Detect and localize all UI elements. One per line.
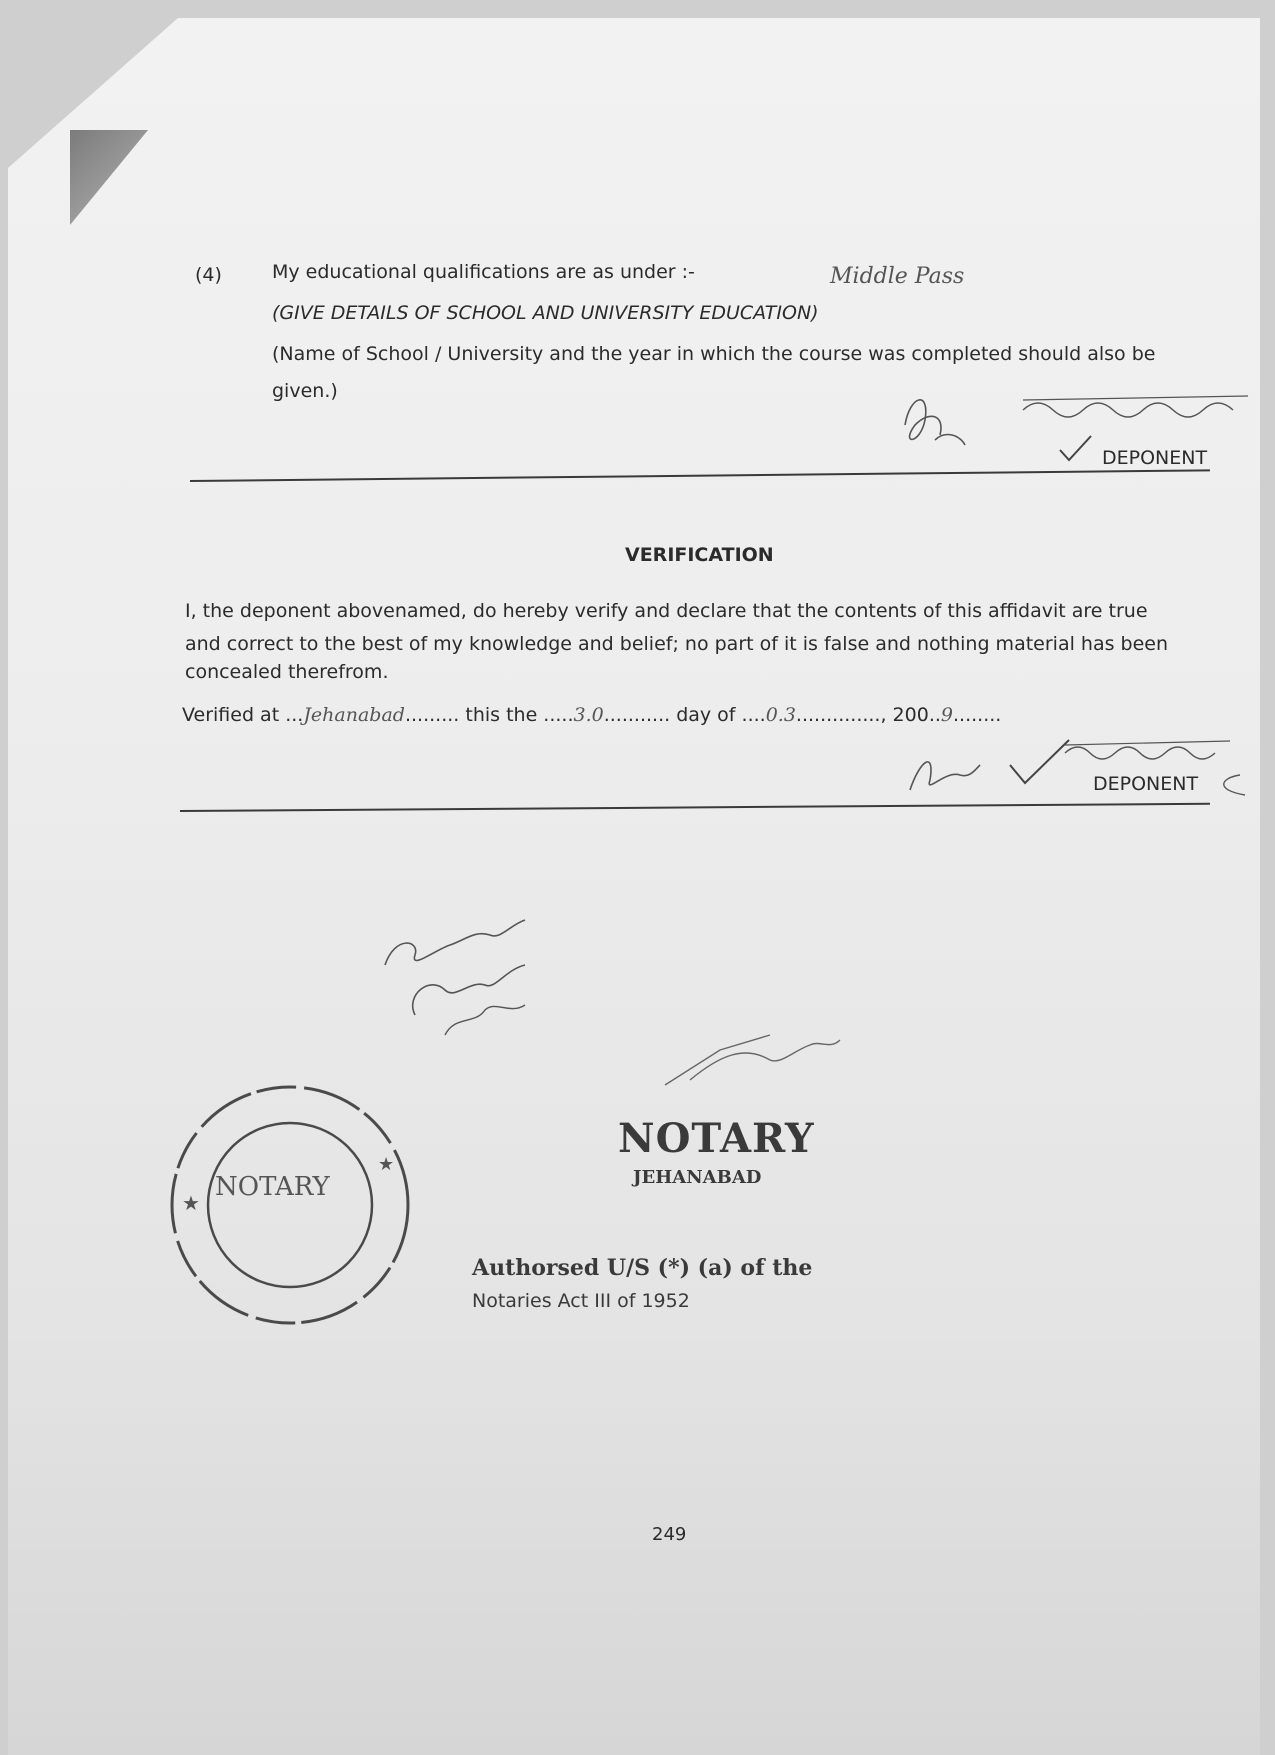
signature-hindi-1 (1018, 388, 1258, 428)
details-instruction: (GIVE DETAILS OF SCHOOL AND UNIVERSITY EDUCATION) (272, 302, 819, 324)
year-label: .............., 200.. (795, 704, 941, 726)
page-number: 249 (652, 1524, 687, 1545)
verification-line-3: concealed therefrom. (185, 661, 389, 683)
signature-hindi-2 (1060, 733, 1250, 773)
day-value: 3.0 (573, 704, 604, 726)
identifier-signature (375, 895, 575, 1045)
notary-signature (660, 1025, 860, 1095)
check-mark-icon (1055, 432, 1095, 464)
notaries-act-line: Notaries Act III of 1952 (472, 1290, 690, 1312)
verified-at-line (182, 704, 1001, 726)
verification-line-1: I, the deponent abovenamed, do hereby verify and declare that the contents of this affidavit are true (185, 600, 1148, 622)
notary-authorised-line: Authorsed U/S (*) (a) of the (472, 1255, 813, 1281)
svg-text:★: ★ (182, 1191, 200, 1215)
svg-text:NOTARY: NOTARY (215, 1172, 330, 1202)
deponent-label-2: DEPONENT (1093, 773, 1199, 795)
month-value: 0.3 (765, 704, 796, 726)
year-value: 9 (940, 704, 953, 726)
svg-text:★: ★ (378, 1154, 395, 1175)
note-line-2: given.) (272, 380, 338, 402)
verification-line-2: and correct to the best of my knowledge and belief; no part of it is false and nothing material has been (185, 633, 1169, 655)
verified-at-value: Jehanabad (303, 704, 405, 726)
notary-title: NOTARY (618, 1115, 815, 1162)
signature-stroke (1210, 770, 1250, 800)
verified-at-label: Verified at ... (182, 704, 304, 726)
signature-2 (900, 740, 990, 800)
note-line-1: (Name of School / University and the year in which the course was completed should also be (272, 343, 1156, 365)
notary-place: JEHANABAD (633, 1167, 762, 1188)
deponent-label-1: DEPONENT (1102, 447, 1208, 469)
notary-seal (160, 1075, 420, 1335)
day-of-label: ........... day of .... (603, 704, 766, 726)
year-trail: ........ (953, 704, 1002, 726)
qualification-answer: Middle Pass (830, 264, 965, 289)
verification-title: VERIFICATION (625, 544, 774, 566)
section-number: (4) (195, 264, 222, 286)
signature-1 (890, 385, 990, 465)
qualifications-heading: My educational qualifications are as under :- (272, 261, 695, 283)
this-the-label: ......... this the ..... (404, 704, 574, 726)
